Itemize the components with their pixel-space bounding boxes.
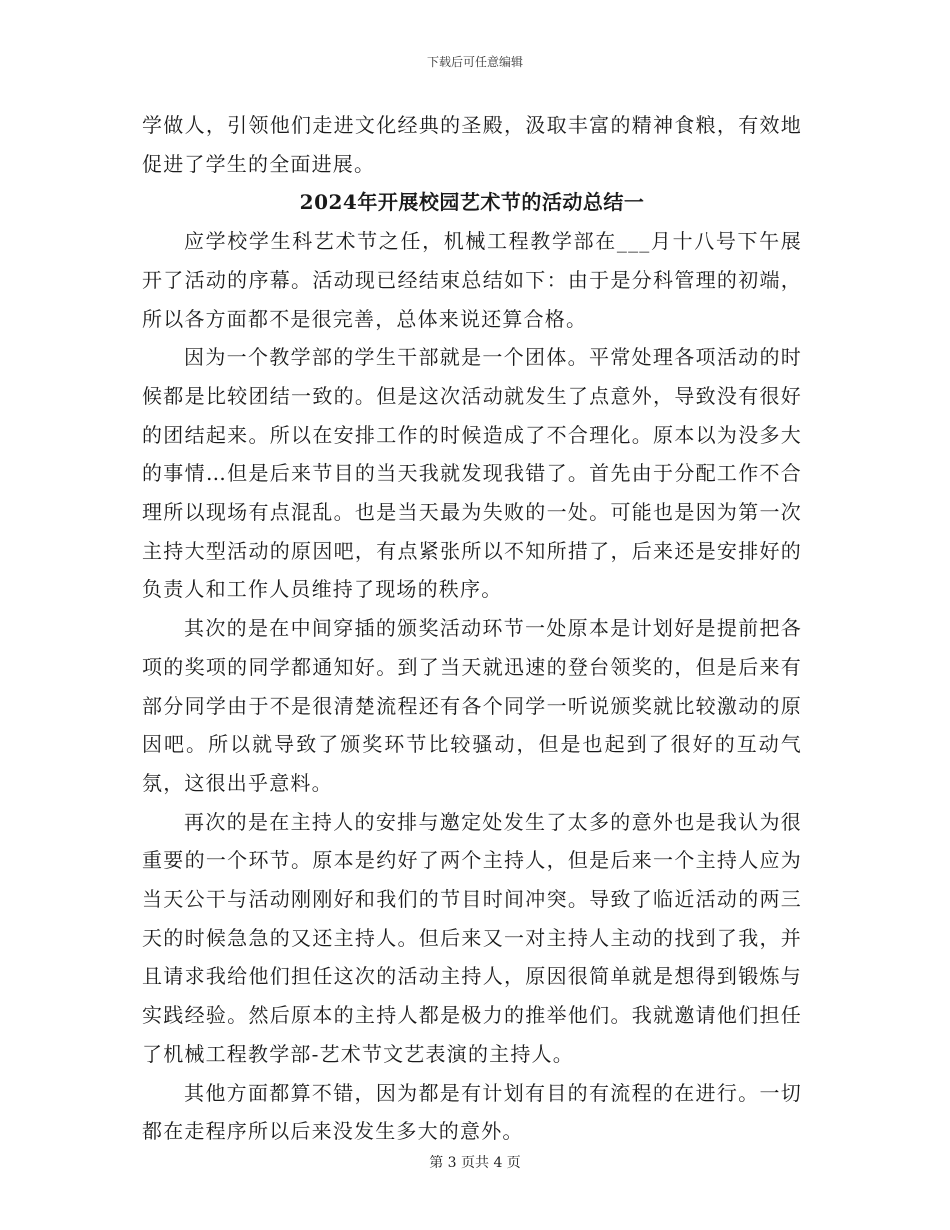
page-header: 下载后可任意编辑 [426, 55, 523, 69]
paragraph-4: 再次的是在主持人的安排与邀定处发生了太多的意外也是我认为很重要的一个环节。原本是约好了两个主持人，但是后来一个主持人应为当天公干与活动刚刚好和我们的节目时间冲突。导致了临近活动的两三天的时候急急的又还主持人。但后来又一对主持人主动的找到了我，并且请求我给他们担任这次的活动主持人，原因很简单就是想得到锻炼与实践经验。然后原本的主持人都是极力的推举他们。我就邀请他们担任了机械工程教学部-艺术节文艺表演的主持人。 [142, 809, 802, 1066]
document-body [142, 106, 802, 1151]
paragraph-3: 其次的是在中间穿插的颁奖活动环节一处原本是计划好是提前把各项的奖项的同学都通知好。到了当天就迅速的登台领奖的，但是后来有部分同学由于不是很清楚流程还有各个同学一听说颁奖就比较激动的原因吧。所以就导致了颁奖环节比较骚动，但是也起到了很好的互动气氛，这很出乎意料。 [142, 616, 802, 795]
document-title: 2024年开展校园艺术节的活动总结一 [299, 190, 645, 215]
paragraph-1: 应学校学生科艺术节之任，机械工程教学部在___月十八号下午展开了活动的序幕。活动现已经结束总结如下：由于是分科管理的初端，所以各方面都不是很完善，总体来说还算合格。 [142, 229, 802, 331]
intro-paragraph: 学做人，引领他们走进文化经典的圣殿，汲取丰富的精神食粮，有效地促进了学生的全面进展。 [142, 113, 802, 176]
page-footer: 第 3 页共 4 页 [429, 1155, 521, 1171]
paragraph-2: 因为一个教学部的学生干部就是一个团体。平常处理各项活动的时候都是比较团结一致的。但是这次活动就发生了点意外，导致没有很好的团结起来。所以在安排工作的时候造成了不合理化。原本以为没多大的事情…但是后来节目的当天我就发现我错了。首先由于分配工作不合理所以现场有点混乱。也是当天最为失败的一处。可能也是因为第一次主持大型活动的原因吧，有点紧张所以不知所措了，后来还是安排好的负责人和工作人员维持了现场的秩序。 [142, 345, 802, 602]
paragraph-5: 其他方面都算不错，因为都是有计划有目的有流程的在进行。一切都在走程序所以后来没发生多大的意外。 [142, 1080, 802, 1144]
